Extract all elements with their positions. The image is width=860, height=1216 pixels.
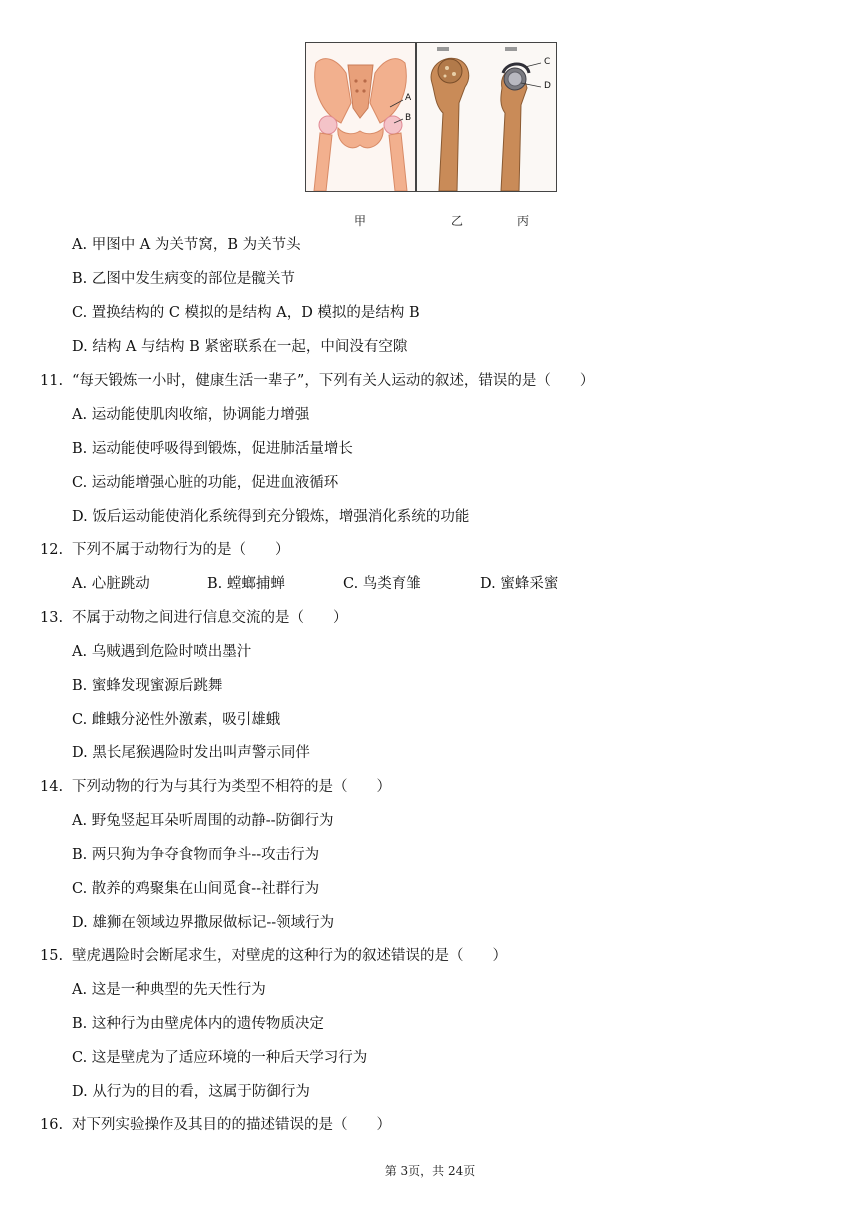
q14-option-d: D. 雄狮在领域边界撒尿做标记--领域行为 [72,915,335,931]
q15-option-b: B. 这种行为由壁虎体内的遗传物质决定 [72,1016,324,1032]
figure-panel-jia [305,42,416,192]
q10-option-d: D. 结构 A 与结构 B 紧密联系在一起，中间没有空隙 [72,339,408,355]
q12-options-row [0,574,860,594]
marker-a: A [405,93,412,103]
q13-option-b: B. 蜜蜂发现蜜源后跳舞 [72,678,223,694]
q15-stem [0,946,860,966]
q14-text: 下列动物的行为与其行为类型不相符的是（ ） [72,779,391,795]
page-footer: 第 3页，共 24页 [384,1164,476,1178]
q10-option-a: A. 甲图中 A 为关节窝，B 为关节头 [72,237,301,253]
q12-option-d: D. 蜜蜂采蜜 [480,576,559,592]
q12-option-a: A. 心脏跳动 [72,576,150,592]
q11-stem [0,371,860,391]
q13-option-a: A. 乌贼遇到危险时喷出墨汁 [72,644,252,660]
q11-text: “每天锻炼一小时，健康生活一辈子”，下列有关人运动的叙述，错误的是（ ） [72,373,595,389]
q15-number: 15. [40,948,64,964]
q15-option-d: D. 从行为的目的看，这属于防御行为 [72,1084,310,1100]
q11-option-c: C. 运动能增强心脏的功能，促进血液循环 [72,475,339,491]
q15-option-a: A. 这是一种典型的先天性行为 [72,982,266,998]
q11-number: 11. [40,373,64,389]
q13-option-d: D. 黑长尾猴遇险时发出叫声警示同伴 [72,745,310,761]
figure-panel-yi-bing [416,42,557,192]
q15-option-c: C. 这是壁虎为了适应环境的一种后天学习行为 [72,1050,368,1066]
q16-stem [0,1115,860,1135]
q12-number: 12. [40,542,64,558]
marker-c: C [544,57,551,67]
q14-stem [0,777,860,797]
q16-text: 对下列实验操作及其目的的描述错误的是（ ） [72,1117,391,1133]
marker-d: D [544,81,551,91]
q11-option-d: D. 饭后运动能使消化系统得到充分锻炼，增强消化系统的功能 [72,509,470,525]
q12-option-b: B. 螳螂捕蝉 [207,576,285,592]
q14-option-a: A. 野兔竖起耳朵听周围的动静--防御行为 [72,813,334,829]
q13-number: 13. [40,610,64,626]
q13-text: 不属于动物之间进行信息交流的是（ ） [72,610,348,626]
q14-option-b: B. 两只狗为争夺食物而争斗--攻击行为 [72,847,320,863]
pelvis-illustration [306,43,415,191]
q14-option-c: C. 散养的鸡聚集在山间觅食--社群行为 [72,881,320,897]
marker-b: B [405,113,412,123]
q10-option-b: B. 乙图中发生病变的部位是髋关节 [72,271,295,287]
q12-stem [0,540,860,560]
q13-option-c: C. 雌蛾分泌性外激素，吸引雄蛾 [72,712,281,728]
q12-option-c: C. 鸟类育雏 [343,576,421,592]
q14-number: 14. [40,779,64,795]
q16-number: 16. [40,1117,64,1133]
figure-panel-labels [0,212,860,230]
q13-stem [0,608,860,628]
hip-joint-figure [305,42,557,192]
q15-text: 壁虎遇险时会断尾求生，对壁虎的这种行为的叙述错误的是（ ） [72,948,507,964]
panel-label-bing: 丙 [517,214,530,228]
q11-option-b: B. 运动能使呼吸得到锻炼，促进肺活量增长 [72,441,353,457]
q12-text: 下列不属于动物行为的是（ ） [72,542,290,558]
q11-option-a: A. 运动能使肌肉收缩，协调能力增强 [72,407,310,423]
panel-label-jia: 甲 [354,214,367,228]
panel-label-yi: 乙 [451,214,464,228]
q10-option-c: C. 置换结构的 C 模拟的是结构 A，D 模拟的是结构 B [72,305,420,321]
femur-illustration [417,43,556,191]
